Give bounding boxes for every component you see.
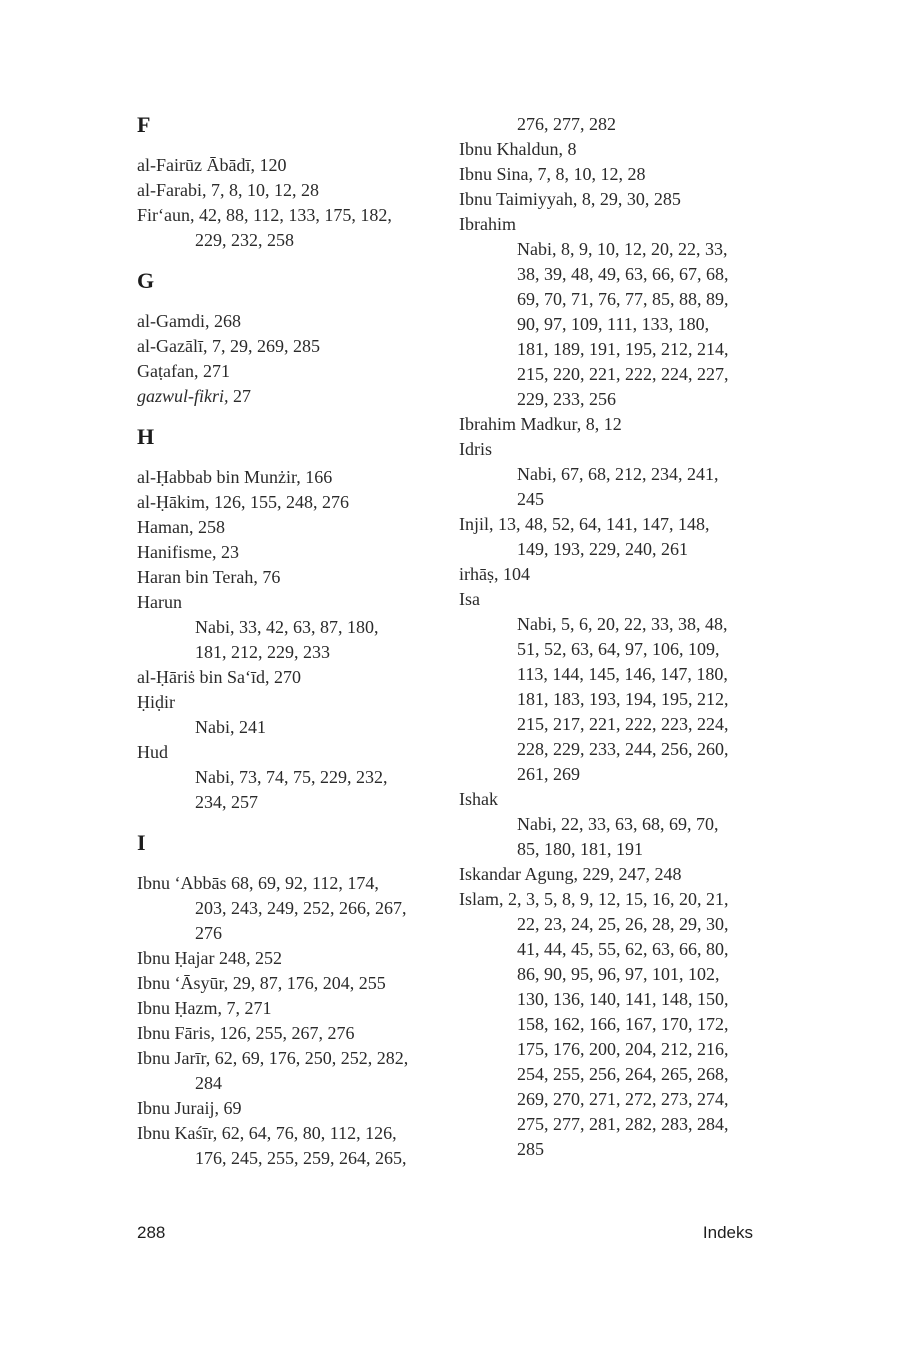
index-subentry-line: Nabi, 67, 68, 212, 234, 241,	[517, 464, 719, 484]
index-subentry-line: 149, 193, 229, 240, 261	[517, 539, 688, 559]
index-left-column	[137, 112, 437, 1171]
index-entry-line: al-Fairūz Ābādī, 120	[137, 155, 287, 175]
index-subentry-line: 176, 245, 255, 259, 264, 265,	[195, 1148, 407, 1168]
index-subentry-line: 113, 144, 145, 146, 147, 180,	[517, 664, 728, 684]
index-entry-line: al-Farabi, 7, 8, 10, 12, 28	[137, 180, 319, 200]
index-page-refs: 27	[228, 386, 252, 406]
index-section	[137, 830, 437, 1171]
index-entry-line	[137, 384, 437, 409]
index-subentry-line: 234, 257	[195, 792, 258, 812]
index-entry-line: Hud	[137, 742, 168, 762]
index-entry-line: Ibnu Fāris, 126, 255, 267, 276	[137, 1023, 355, 1043]
index-entry-line: Ibnu ‘Abbās 68, 69, 92, 112, 174,	[137, 873, 379, 893]
index-letter-heading: H	[137, 424, 155, 449]
index-subentry-line: 85, 180, 181, 191	[517, 839, 643, 859]
index-subentry-line: 175, 176, 200, 204, 212, 216,	[517, 1039, 729, 1059]
index-letter-heading: I	[137, 830, 146, 855]
index-entry-line: Ibnu Juraij, 69	[137, 1098, 242, 1118]
index-subentry-line: 90, 97, 109, 111, 133, 180,	[517, 314, 710, 334]
index-subentry-line: 284	[195, 1073, 222, 1093]
index-entry-line: Ibnu Kaśīr, 62, 64, 76, 80, 112, 126,	[137, 1123, 397, 1143]
index-subentry-line: 245	[517, 489, 544, 509]
index-subentry-line: 86, 90, 95, 96, 97, 101, 102,	[517, 964, 720, 984]
index-entry-line: Idris	[459, 439, 492, 459]
index-entry-line: Ibnu Taimiyyah, 8, 29, 30, 285	[459, 189, 681, 209]
index-entry-line: Islam, 2, 3, 5, 8, 9, 12, 15, 16, 20, 21,	[459, 889, 729, 909]
index-subentry-line: 215, 217, 221, 222, 223, 224,	[517, 714, 729, 734]
index-section	[137, 112, 437, 253]
index-subentry-line: 276	[195, 923, 222, 943]
index-subentry-line: 285	[517, 1139, 544, 1159]
index-right-column	[459, 112, 759, 1162]
index-subentry-line: 203, 243, 249, 252, 266, 267,	[195, 898, 407, 918]
index-entry-line: Ibrahim	[459, 214, 516, 234]
index-entry-line: Ibnu Ḥajar 248, 252	[137, 948, 282, 968]
index-entry-line: Haman, 258	[137, 517, 225, 537]
index-entry-line: al-Gazālī, 7, 29, 269, 285	[137, 336, 320, 356]
index-entry-line: Ibnu Ḥazm, 7, 271	[137, 998, 272, 1018]
index-subentry-line: Nabi, 73, 74, 75, 229, 232,	[195, 767, 388, 787]
index-term-italic: gazwul-fikri,	[137, 386, 229, 406]
index-entry-line: Hanifisme, 23	[137, 542, 239, 562]
index-subentry-line: 41, 44, 45, 55, 62, 63, 66, 80,	[517, 939, 729, 959]
index-subentry-line: Nabi, 241	[195, 717, 266, 737]
index-letter-heading: G	[137, 268, 155, 293]
index-subentry-line: 181, 189, 191, 195, 212, 214,	[517, 339, 729, 359]
index-subentry-line: 276, 277, 282	[517, 114, 616, 134]
index-subentry-line: Nabi, 22, 33, 63, 68, 69, 70,	[517, 814, 719, 834]
index-subentry-line: 228, 229, 233, 244, 256, 260,	[517, 739, 729, 759]
index-entry-line: Ibrahim Madkur, 8, 12	[459, 414, 622, 434]
index-entry-line: Gaṭafan, 271	[137, 361, 230, 381]
index-subentry-line: 22, 23, 24, 25, 26, 28, 29, 30,	[517, 914, 729, 934]
page-number: 288	[137, 1223, 166, 1242]
index-subentry-line: 269, 270, 271, 272, 273, 274,	[517, 1089, 729, 1109]
index-subentry-line: 69, 70, 71, 76, 77, 85, 88, 89,	[517, 289, 729, 309]
index-entry-line: Ḥiḍir	[137, 692, 175, 712]
index-entry-line: Ibnu Khaldun, 8	[459, 139, 577, 159]
index-subentry-line: 38, 39, 48, 49, 63, 66, 67, 68,	[517, 264, 729, 284]
index-letter-heading: F	[137, 112, 151, 137]
index-entry-line: Injil, 13, 48, 52, 64, 141, 147, 148,	[459, 514, 710, 534]
index-subentry-line: Nabi, 33, 42, 63, 87, 180,	[195, 617, 379, 637]
index-subentry-line: 130, 136, 140, 141, 148, 150,	[517, 989, 729, 1009]
index-subentry-line: Nabi, 8, 9, 10, 12, 20, 22, 33,	[517, 239, 728, 259]
index-subentry-line: 254, 255, 256, 264, 265, 268,	[517, 1064, 729, 1084]
index-entry-line: Iskandar Agung, 229, 247, 248	[459, 864, 682, 884]
index-entry-line: Ishak	[459, 789, 498, 809]
index-subentry-line: 181, 212, 229, 233	[195, 642, 330, 662]
index-subentry-line: 275, 277, 281, 282, 283, 284,	[517, 1114, 729, 1134]
index-subentry-line: 158, 162, 166, 167, 170, 172,	[517, 1014, 729, 1034]
index-section	[137, 424, 437, 815]
index-subentry-line: 229, 233, 256	[517, 389, 616, 409]
index-subentry-line: 181, 183, 193, 194, 195, 212,	[517, 689, 729, 709]
running-footer-title: Indeks	[702, 1223, 753, 1242]
index-entry-line: Harun	[137, 592, 182, 612]
index-entry-line: al-Ḥāriṡ bin Sa‘īd, 270	[137, 667, 301, 687]
index-entry-line: irhāṣ, 104	[459, 564, 530, 584]
index-subentry-line: 51, 52, 63, 64, 97, 106, 109,	[517, 639, 720, 659]
index-section	[137, 268, 437, 409]
index-entry-line: Ibnu ‘Āsyūr, 29, 87, 176, 204, 255	[137, 973, 386, 993]
index-subentry-line: Nabi, 5, 6, 20, 22, 33, 38, 48,	[517, 614, 728, 634]
index-entry-line: Isa	[459, 589, 480, 609]
index-entry-line: al-Gamdi, 268	[137, 311, 241, 331]
index-entry-line: Haran bin Terah, 76	[137, 567, 281, 587]
index-subentry-line: 229, 232, 258	[195, 230, 294, 250]
index-subentry-line: 215, 220, 221, 222, 224, 227,	[517, 364, 729, 384]
index-entry-line: al-Ḥabbab bin Munżir, 166	[137, 467, 333, 487]
index-entry-line: al-Ḥākim, 126, 155, 248, 276	[137, 492, 349, 512]
index-entry-line: Ibnu Sina, 7, 8, 10, 12, 28	[459, 164, 646, 184]
index-entry-line: Ibnu Jarīr, 62, 69, 176, 250, 252, 282,	[137, 1048, 409, 1068]
index-subentry-line: 261, 269	[517, 764, 580, 784]
index-entry-line: Fir‘aun, 42, 88, 112, 133, 175, 182,	[137, 205, 392, 225]
